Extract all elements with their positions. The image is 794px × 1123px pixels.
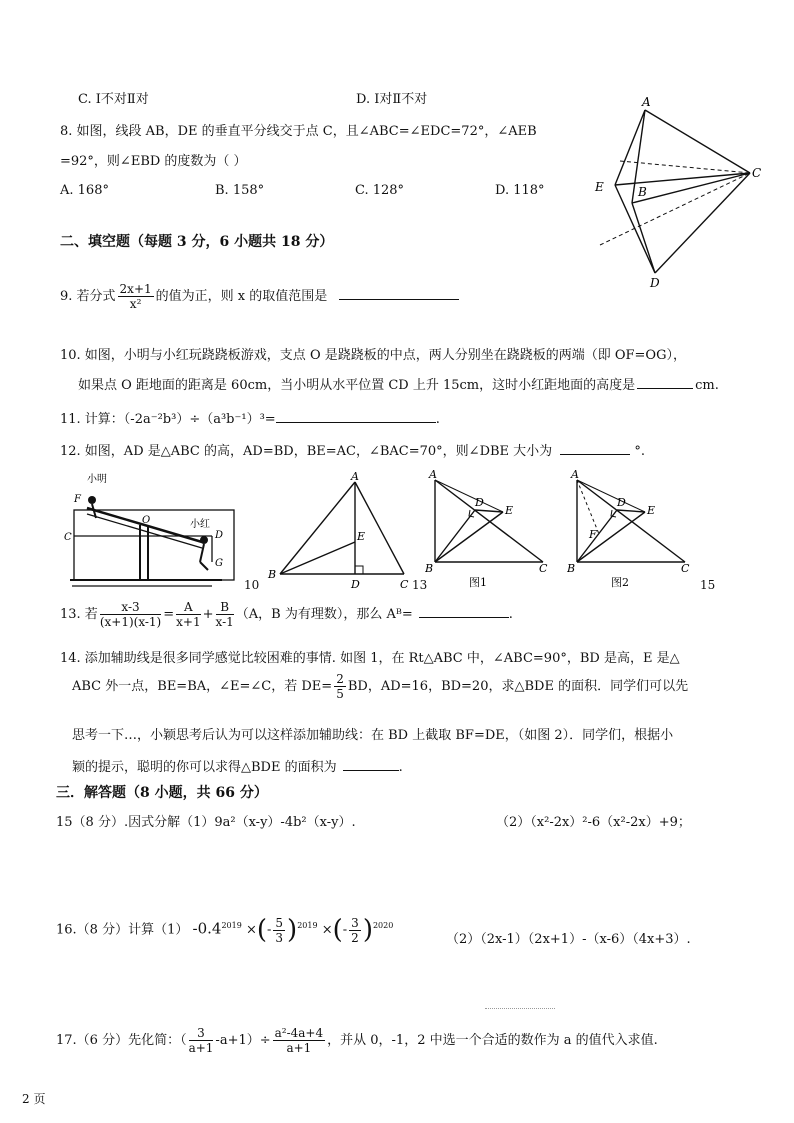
q12-answer-blank[interactable] [560, 442, 630, 455]
q14-frac-num: 2 [336, 672, 344, 686]
q12-triangle-figure [262, 470, 432, 595]
fig1-label-d: D [475, 496, 484, 509]
q8-line1: 8. 如图，线段 AB，DE 的垂直平分线交于点 C，且∠ABC=∠EDC=72°，∠AEB [60, 124, 537, 139]
q16-base: -0.4 [192, 919, 222, 938]
q16-f2-den: 2 [351, 930, 359, 945]
q8-fig-label-d: D [650, 276, 660, 290]
fig2-caption: 图2 [611, 576, 629, 589]
q13-fraction-2 [176, 600, 200, 629]
q7-option-d: D. Ⅰ对Ⅱ不对 [356, 92, 428, 107]
fig2-label-a: A [571, 468, 579, 481]
q10-line2 [78, 374, 719, 393]
q8-fig-label-e: E [595, 180, 604, 194]
q17-f1-den: a+1 [188, 1041, 214, 1055]
q13-plus: + [202, 607, 214, 622]
q9-prefix: 9. 若分式 [60, 289, 116, 304]
fig1-label-a: A [429, 468, 437, 481]
seesaw-label-xiaoming: 小明 [87, 474, 107, 485]
section3-title: 三．解答题（8 小题，共 66 分） [56, 785, 268, 801]
q14-fraction [334, 672, 346, 701]
q8-line2: =92°，则∠EBD 的度数为（ ） [60, 154, 247, 169]
fig2-label-b: B [567, 562, 576, 575]
q8-option-b: B. 158° [215, 183, 265, 198]
figure-number-15: 15 [700, 578, 716, 592]
q16-exp2: 2019 [297, 921, 318, 931]
q17-f1-num: 3 [189, 1026, 214, 1041]
q8-option-a: A. 168° [60, 183, 109, 198]
q13-den1: (x+1)(x-1) [99, 615, 162, 629]
q16-fraction-1 [273, 916, 285, 945]
section2-title: 二、填空题（每题 3 分，6 小题共 18 分） [60, 234, 334, 250]
q12-fig-label-a: A [351, 470, 359, 483]
q10-unit: cm. [695, 378, 719, 393]
seesaw-label-f: F [74, 494, 81, 505]
page-number: 2 页 [22, 1092, 46, 1106]
q8-fig-label-a: A [642, 95, 651, 109]
q16-fraction-2 [349, 916, 361, 945]
q17-prefix: 17.（6 分）先化简：（ [56, 1033, 187, 1048]
q16-f1-num: 5 [275, 915, 284, 930]
q8-option-c: C. 128° [355, 183, 405, 198]
q14-line2 [72, 672, 688, 701]
q13-num3: B [216, 600, 234, 615]
q8-figure [590, 95, 770, 290]
q13-den3: x-1 [215, 615, 234, 629]
seesaw-label-g: G [215, 558, 223, 569]
q17 [56, 1026, 658, 1055]
q14-line1: 14. 添加辅助线是很多同学感觉比较困难的事情. 如图 1，在 Rt△ABC 中，∠ABC=90°，BD 是高，E 是△ [60, 651, 680, 666]
q11: 11. 计算：（-2a⁻²b³）÷（a³b⁻¹）³= . [60, 412, 440, 427]
fig1-label-c: C [539, 562, 548, 575]
q12-fig-label-b: B [268, 568, 277, 581]
q17-mid: -a+1）÷ [215, 1033, 271, 1048]
fig2-label-d: D [617, 496, 626, 509]
q8-option-d: D. 118° [495, 183, 545, 198]
q11-text: 11. 计算：（-2a⁻²b³）÷（a³b⁻¹）³= [60, 412, 276, 427]
fig1-label-e: E [505, 504, 514, 517]
q10-answer-blank[interactable] [637, 376, 693, 389]
q14-line2a: ABC 外一点，BE=BA，∠E=∠C，若 DE= [72, 679, 333, 694]
q15-part1: 15（8 分）.因式分解（1）9a²（x-y）-4b²（x-y）. [56, 815, 356, 830]
q14-figure-1 [425, 468, 555, 593]
q17-fraction-1 [189, 1026, 214, 1055]
q14-line2b: BD，AD=16，BD=20，求△BDE 的面积．同学们可以先 [347, 679, 689, 694]
q12-end: °. [634, 444, 645, 459]
q12-fig-label-c: C [400, 578, 409, 591]
fig1-caption: 图1 [469, 576, 487, 589]
q14-line3: 思考一下…，小颖思考后认为可以这样添加辅助线：在 BD 上截取 BF=DE，（如图 2）．同学们，根据小 [72, 728, 674, 743]
q17-suffix: ，并从 0，-1，2 中选一个合适的数作为 a 的值代入求值. [327, 1033, 658, 1048]
seesaw-label-o: O [142, 515, 151, 526]
q7-option-c: C. Ⅰ不对Ⅱ对 [78, 92, 149, 107]
q13-fraction-3 [216, 600, 234, 629]
q16-prefix: 16.（8 分）计算（1） [56, 922, 189, 938]
q11-answer-blank[interactable] [276, 410, 436, 423]
q9-numerator: 2x+1 [119, 282, 152, 296]
q8-fig-label-c: C [752, 166, 762, 180]
q8-fig-label-b: B [638, 185, 647, 199]
q9 [60, 282, 459, 311]
fig2-label-c: C [681, 562, 690, 575]
q16-exp1: 2019 [221, 921, 242, 931]
q10-line2-text: 如果点 O 距地面的距离是 60cm，当小明从水平位置 CD 上升 15cm，这时小红距地面的高度是 [78, 378, 636, 393]
q14-answer-blank[interactable] [343, 758, 399, 771]
q9-fraction [118, 282, 154, 311]
q13-answer-blank[interactable] [419, 605, 509, 618]
q14-line4-text: 颖的提示，聪明的你可以求得△BDE 的面积为 [72, 760, 337, 775]
q12 [60, 440, 645, 459]
fig2-label-e: E [647, 504, 656, 517]
q12-text: 12. 如图，AD 是△ABC 的高，AD=BD，BE=AC，∠BAC=70°，则∠DBE 大小为 [60, 444, 553, 459]
seesaw-label-xiaohong: 小红 [190, 519, 210, 530]
q13-num2: A [176, 600, 200, 615]
q13-prefix: 13. 若 [60, 607, 98, 622]
seesaw-label-d: D [215, 530, 224, 541]
q12-fig-label-e: E [357, 530, 366, 543]
q12-fig-label-d: D [351, 578, 360, 591]
q17-fraction-2 [273, 1026, 326, 1055]
q13-suffix: （A，B 为有理数），那么 Aᴮ= [235, 607, 413, 622]
fig1-label-b: B [425, 562, 434, 575]
q15-part2: （2）（x²-2x）²-6（x²-2x）+9； [496, 815, 691, 830]
q13-equals: = [163, 607, 175, 622]
q13: 13. 若 $\frac{x-3}{(x+1)(x-1)}$ = $\frac{A}{x+1}$ + $\frac{B}{x-1}$ （A，B 为有理数），那么 Aᴮ= . [60, 600, 513, 629]
q17-f2-num: a²-4a+4 [274, 1026, 324, 1040]
q9-answer-blank[interactable] [339, 287, 459, 300]
q9-suffix: 的值为正，则 x 的取值范围是 [155, 289, 328, 304]
scan-mark [485, 1008, 555, 1009]
q13-num1: x-3 [100, 600, 161, 615]
q13-fraction-1 [100, 600, 161, 629]
q16-f2-num: 3 [351, 915, 359, 930]
q16-f1-den: 3 [275, 930, 284, 945]
q14-frac-den: 5 [336, 687, 344, 701]
q14-figure-2 [567, 468, 697, 593]
q16: 16.（8 分）计算（1） $-0.4^{2019}$ ×(- $\frac{5}{3}$ )$^{2019}$ ×(- $\frac{3}{2}$ )$^{2020}$ [56, 915, 394, 945]
q9-denominator: x² [129, 297, 142, 311]
q10-line1: 10. 如图，小明与小红玩跷跷板游戏，支点 O 是跷跷板的中点，两人分别坐在跷跷板的两端（即 OF=OG）， [60, 348, 686, 363]
fig2-label-f: F [589, 528, 597, 541]
q17-f2-den: a+1 [286, 1041, 312, 1055]
seesaw-figure [62, 470, 242, 595]
q16-exp3: 2020 [372, 921, 394, 931]
figure-number-10: 10 [244, 578, 260, 592]
seesaw-label-c: C [64, 532, 72, 543]
figure-number-13: 13 [412, 578, 428, 592]
q16-part2: （2）（2x-1）（2x+1）-（x-6）（4x+3）. [446, 932, 691, 947]
q13-den2: x+1 [176, 615, 201, 629]
q14-line4: 颖的提示，聪明的你可以求得△BDE 的面积为 . [72, 760, 403, 775]
